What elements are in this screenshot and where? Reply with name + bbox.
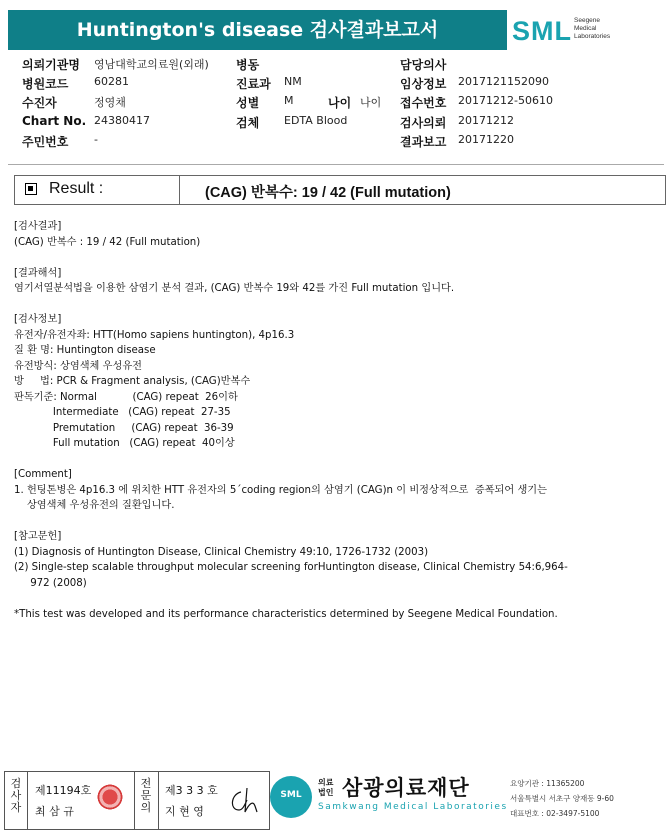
info-value: 2017121152090 <box>458 75 549 88</box>
age-label: 나이 <box>328 96 352 110</box>
info-label: 검사의뢰 <box>400 116 447 130</box>
info-label: 접수번호 <box>400 96 447 110</box>
examiner-title: 검 사 자 <box>10 777 22 814</box>
divider <box>8 164 664 165</box>
specialist-title: 전 문 의 <box>140 777 152 814</box>
examiner-license: 제11194호 <box>35 784 92 797</box>
result-value: (CAG) 반복수: 19 / 42 (Full mutation) <box>205 185 451 201</box>
section-heading: [검사결과] <box>14 221 62 232</box>
brand-small-line: 법인 <box>318 788 334 797</box>
brand-contact <box>510 776 614 821</box>
result-label: Result : <box>49 180 104 197</box>
square-bullet-icon <box>25 183 37 195</box>
info-value: 24380417 <box>94 114 150 127</box>
info-row <box>22 114 662 132</box>
body-line: 유전방식: 상염색체 우성유전 <box>14 360 143 372</box>
body-line: 염기서열분석법을 이용한 삼염기 분석 결과, (CAG) 반복수 19와 42를 가진 Full mutation 입니다. <box>14 283 455 294</box>
sml-logo-text: SML <box>512 16 572 46</box>
info-value: 20171220 <box>458 133 514 146</box>
info-label: 수진자 <box>22 96 57 110</box>
age-value: 나이 <box>360 96 382 109</box>
info-label: 의뢰기관명 <box>22 58 80 72</box>
section-heading: [Comment] <box>14 469 72 480</box>
sml-sub-line: Medical <box>574 25 597 32</box>
body-line: 1. 헌팅톤병은 4p16.3 에 위치한 HTT 유전자의 5´coding region의 삼염기 (CAG)n 이 비정상적으로 증폭되어 생기는 <box>14 484 547 496</box>
body-line: Intermediate (CAG) repeat 27-35 <box>14 407 231 418</box>
samkwang-brand <box>270 772 670 828</box>
body-line: (1) Diagnosis of Huntington Disease, Clinical Chemistry 49:10, 1726-1732 (2003) <box>14 546 429 558</box>
body-line: 방 법: PCR & Fragment analysis, (CAG)반복수 <box>14 376 251 387</box>
body-line: (2) Single-step scalable throughput molecular screening forHuntington disease, Clinical Chemistry 54:6,964- <box>14 562 568 573</box>
examiner-title-col <box>5 772 28 829</box>
signature <box>227 786 263 816</box>
brand-logo-text: SML <box>280 790 302 800</box>
section-heading: [결과해석] <box>14 267 62 279</box>
info-value: 영남대학교의료원(외래) <box>94 58 209 71</box>
info-value: 20171212-50610 <box>458 94 553 107</box>
info-label: 결과보고 <box>400 135 447 149</box>
sml-logo <box>512 14 662 50</box>
body-line: Full mutation (CAG) repeat 40이상 <box>14 438 235 449</box>
info-label: 병원코드 <box>22 77 69 91</box>
report-title: Huntington's disease 검사결과보고서 <box>8 10 507 50</box>
brand-small-line: 의료 <box>318 778 334 787</box>
body-line: 유전자/유전자좌: HTT(Homo sapiens huntington), 4p16.3 <box>14 329 295 341</box>
info-label: 병동 <box>236 58 260 72</box>
divider <box>179 176 180 204</box>
info-label: 임상정보 <box>400 77 447 91</box>
result-box <box>14 175 666 205</box>
info-label: 진료과 <box>236 77 271 91</box>
sml-logo-subtitle <box>574 17 610 41</box>
examiner-name: 최 삼 규 <box>35 805 74 818</box>
brand-contact-line: 대표번호 : 02-3497-5100 <box>510 809 600 818</box>
info-label: 성별 <box>236 96 260 110</box>
body-line: 질 환 명: Huntington disease <box>14 345 156 356</box>
body-line: 972 (2008) <box>14 577 87 589</box>
brand-contact-line: 요양기관 : 11365200 <box>510 779 585 788</box>
brand-contact-line: 서울특별시 서초구 양재동 9-60 <box>510 794 614 803</box>
body-line: (CAG) 반복수 : 19 / 42 (Full mutation) <box>14 236 201 248</box>
info-value: M <box>284 94 294 107</box>
specialist-title-col <box>134 772 159 829</box>
sml-sub-line: Laboratories <box>574 33 611 40</box>
info-row <box>22 133 662 151</box>
body-line: Premutation (CAG) repeat 36-39 <box>14 422 234 434</box>
info-row <box>22 94 662 112</box>
info-value: EDTA Blood <box>284 114 348 127</box>
info-value: 60281 <box>94 75 129 88</box>
brand-name: 삼광의료재단 <box>342 776 470 800</box>
section-heading: [검사정보] <box>14 314 62 325</box>
body-line: 판독기준: Normal (CAG) repeat 26이하 <box>14 391 238 403</box>
info-label: 검체 <box>236 116 260 130</box>
specialist-license: 제3 3 3 호 <box>165 784 218 797</box>
seal-stamp <box>95 782 125 812</box>
info-value: - <box>94 133 98 146</box>
specialist-name: 지 현 영 <box>165 805 204 818</box>
sml-sub-line: Seegene <box>574 17 601 24</box>
samkwang-logo-icon <box>270 776 312 818</box>
body-line: 상염색체 우성유전의 질환입니다. <box>14 500 175 511</box>
info-value: 20171212 <box>458 114 514 127</box>
info-value: NM <box>284 75 302 88</box>
brand-corp-label <box>318 778 333 798</box>
section-heading: [참고문헌] <box>14 531 62 542</box>
info-label: Chart No. <box>22 114 87 128</box>
info-label: 담당의사 <box>400 58 447 72</box>
signature-box <box>4 771 270 830</box>
brand-english: Samkwang Medical Laboratories <box>318 802 508 812</box>
info-row <box>22 75 662 93</box>
info-label: 주민번호 <box>22 135 69 149</box>
info-row <box>22 56 662 74</box>
info-value: 정영채 <box>94 96 126 109</box>
body-line: *This test was developed and its performance characteristics determined by Seegene Medical Foundation. <box>14 608 558 620</box>
